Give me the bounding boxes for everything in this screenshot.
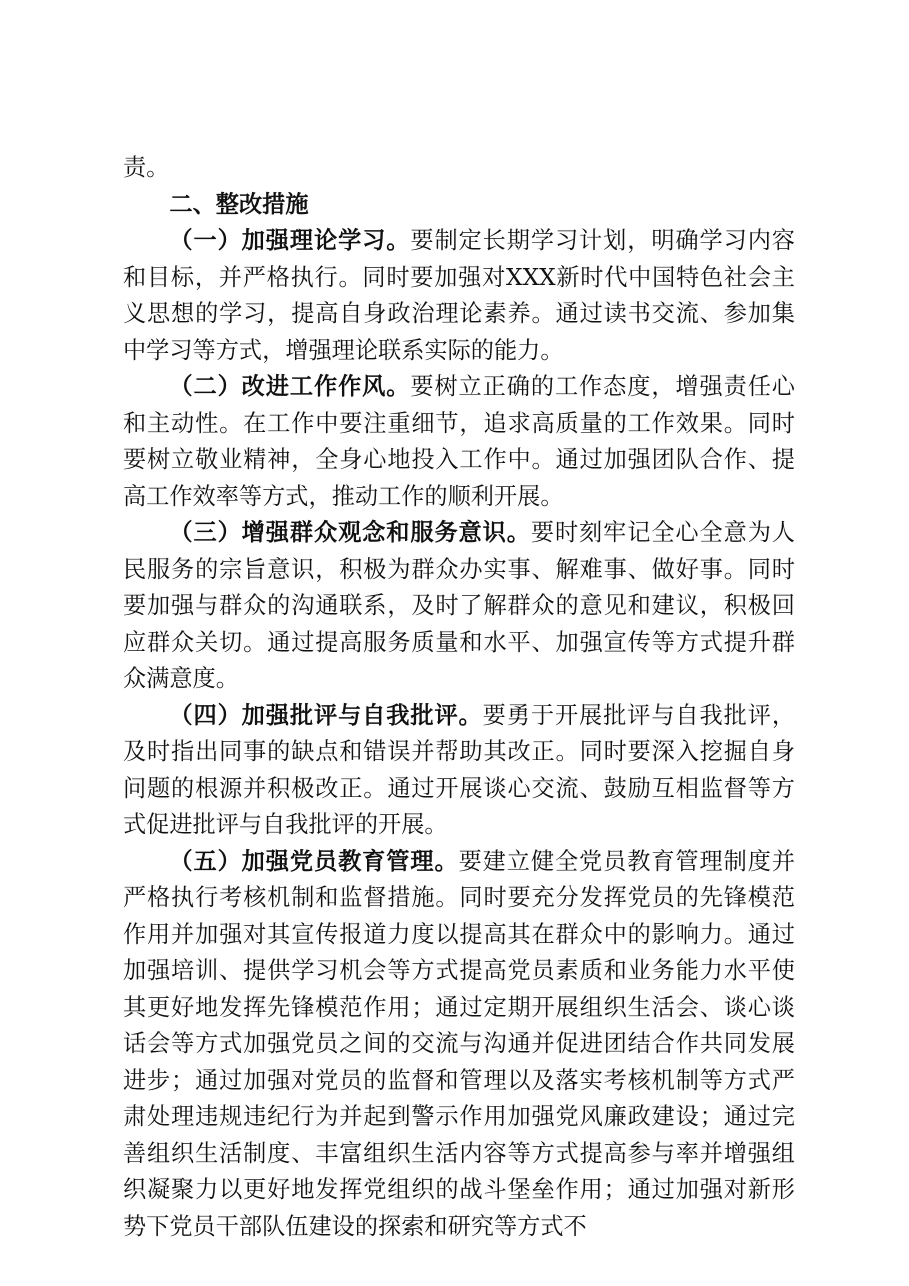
paragraph-1-lead: （一）加强理论学习。 xyxy=(169,227,411,254)
paragraph-4 xyxy=(123,698,795,844)
paragraph-4-body: 要勇于开展批评与自我批评，及时指出同事的缺点和错误并帮助其改正。同时要深入挖掘自身问题的根源并积极改正。通过开展谈心交流、鼓励互相监督等方式促进批评与自我批评的开展。 xyxy=(123,701,796,838)
paragraph-2-lead: （二）改进工作作风。 xyxy=(169,373,411,400)
paragraph-4-lead: （四）加强批评与自我批评。 xyxy=(169,701,483,729)
paragraph-2-body: 要树立正确的工作态度，增强责任心和主动性。在工作中要注重细节，追求高质量的工作效果。同时要树立敬业精神，全身心地投入工作中。通过加强团队合作、提高工作效率等方式，推动工作的顺利开展。 xyxy=(123,373,795,510)
document-page xyxy=(123,150,795,1245)
paragraph-5 xyxy=(123,844,795,1246)
paragraph-2 xyxy=(123,369,795,515)
paragraph-3 xyxy=(123,515,795,698)
paragraph-5-body: 要建立健全党员教育管理制度并严格执行考核机制和监督措施。同时要充分发挥党员的先锋模范作用并加强对其宣传报道力度以提高其在群众中的影响力。通过加强培训、提供学习机会等方式提高党员素质和业务能力水平使其更好地发挥先锋模范作用；通过定期开展组织生活会、谈心谈话会等方式加强党员之间的交流与沟通并促进团结合作共同发展进步；通过加强对党员的监督和管理以及落实考核机制等方式严肃处理违规违纪行为并起到警示作用加强党风廉政建设；通过完善组织生活制度、丰富组织生活内容等方式提高参与率并增强组织凝聚力以更好地发挥党组织的战斗堡垒作用；通过加强对新形势下党员干部队伍建设的探索和研究等方式不 xyxy=(123,847,796,1240)
section-heading: 二、整改措施 xyxy=(169,190,309,218)
paragraph-3-lead: （三）增强群众观念和服务意识。 xyxy=(169,519,531,546)
paragraph-1 xyxy=(123,223,795,369)
paragraph-1-body: 要制定长期学习计划，明确学习内容和目标，并严格执行。同时要加强对XXX新时代中国特色社会主义思想的学习，提高自身政治理论素养。通过读书交流、参加集中学习等方式，增强理论联系实际的能力。 xyxy=(123,227,795,364)
continuation-text: 责。 xyxy=(123,154,170,181)
paragraph-5-lead: （五）加强党员教育管理。 xyxy=(169,847,459,875)
paragraph-3-body: 要时刻牢记全心全意为人民服务的宗旨意识，积极为群众办实事、解难事、做好事。同时要加强与群众的沟通联系，及时了解群众的意见和建议，积极回应群众关切。通过提高服务质量和水平、加强宣传等方式提升群众满意度。 xyxy=(123,519,795,692)
